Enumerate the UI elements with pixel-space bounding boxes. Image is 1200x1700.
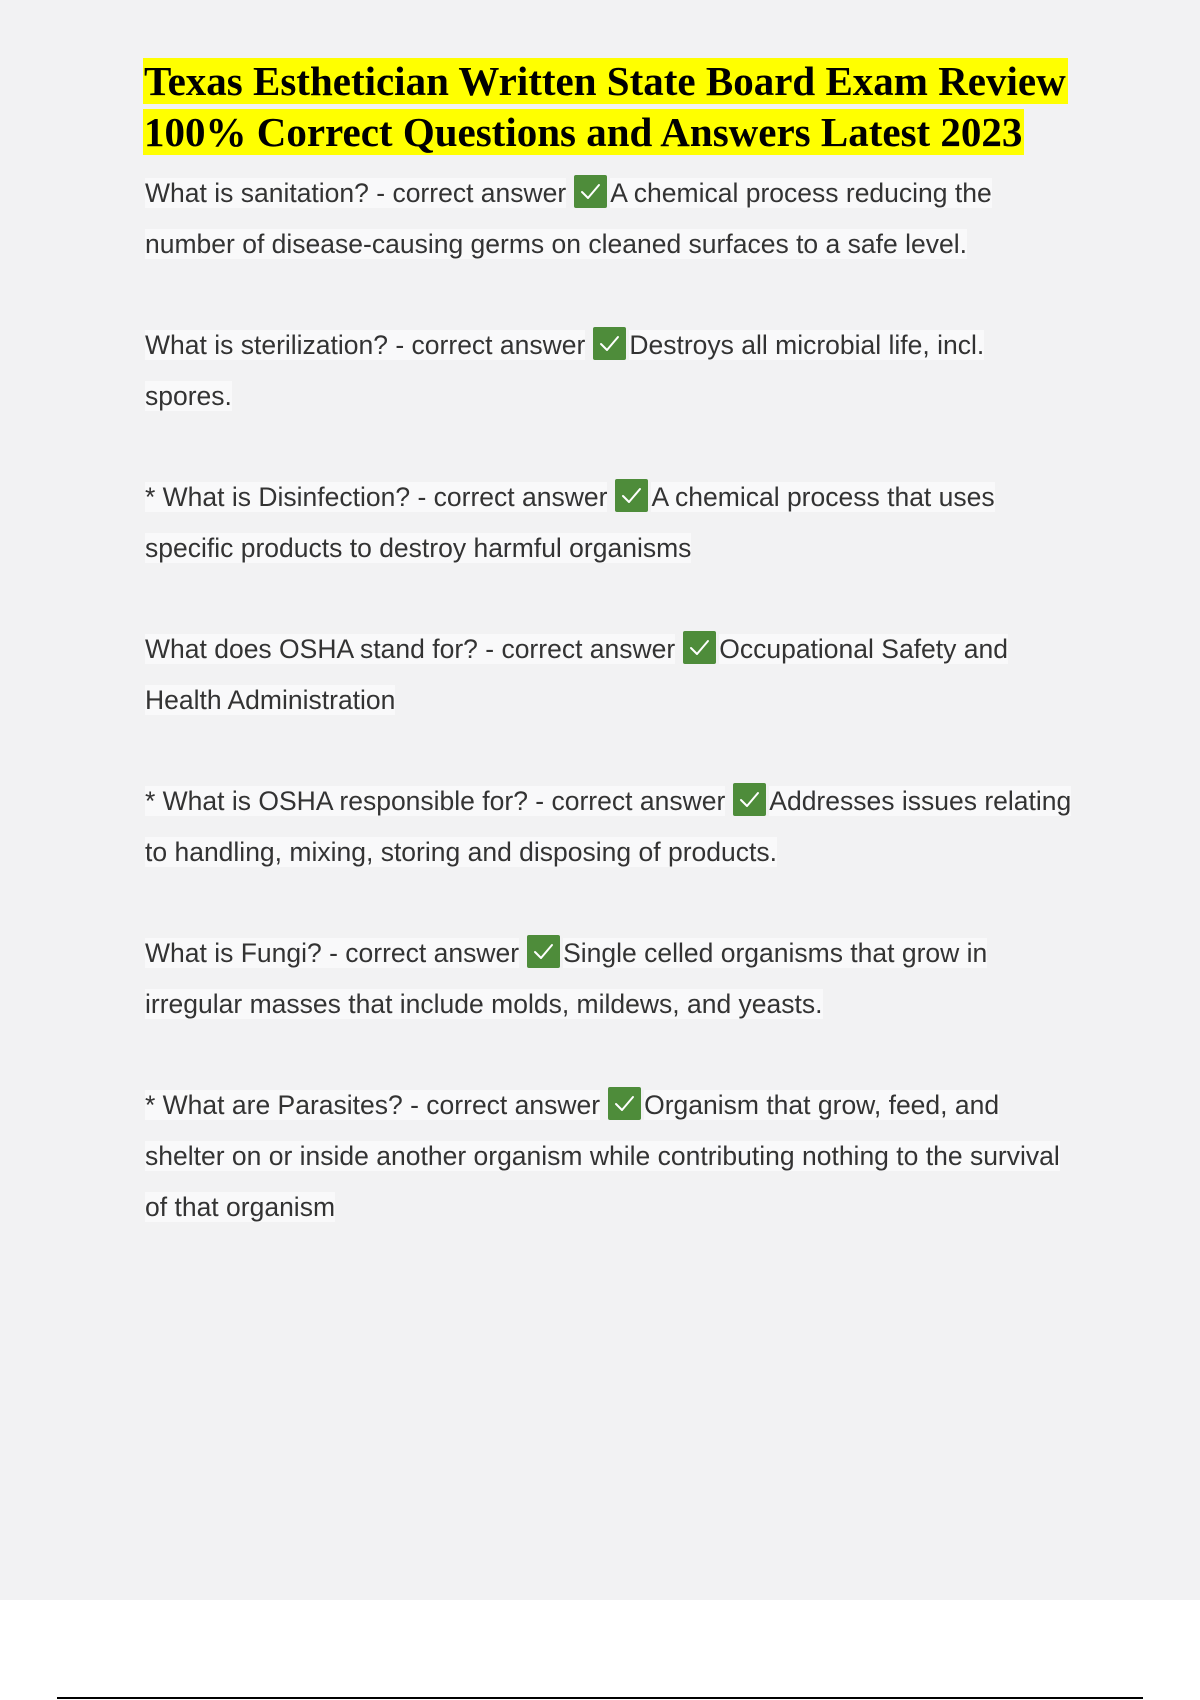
check-mark-icon (733, 783, 766, 816)
question-text: * What is OSHA responsible for? - correct answer (145, 786, 726, 816)
qa-item (145, 624, 1075, 726)
answer-text: Destroys all microbial life, incl. spores. (145, 330, 985, 411)
qa-list (145, 168, 1075, 1283)
check-mark-icon (608, 1087, 641, 1120)
page-title (143, 56, 1153, 158)
question-text: What is sanitation? - correct answer (145, 178, 567, 208)
question-text: * What is Disinfection? - correct answer (145, 482, 608, 512)
qa-item (145, 168, 1075, 270)
qa-item (145, 472, 1075, 574)
question-text: What is Fungi? - correct answer (145, 938, 520, 968)
footer-divider (57, 1697, 1143, 1699)
title-line-2: 100% Correct Questions and Answers Latest 2023 (144, 109, 1023, 155)
qa-item (145, 1080, 1075, 1233)
title-heading (143, 56, 1153, 158)
answer-text: A chemical process that uses specific products to destroy harmful organisms (145, 482, 995, 563)
check-mark-icon (615, 479, 648, 512)
answer-text: A chemical process reducing the number of disease-causing germs on cleaned surfaces to a safe level. (145, 178, 992, 259)
qa-item (145, 776, 1075, 878)
answer-text: Single celled organisms that grow in irregular masses that include molds, mildews, and yeasts. (145, 938, 988, 1019)
question-text: What is sterilization? - correct answer (145, 330, 586, 360)
title-line-1: Texas Esthetician Written State Board Exam Review (144, 58, 1066, 104)
answer-text: Occupational Safety and Health Administration (145, 634, 1008, 715)
check-mark-icon (593, 327, 626, 360)
check-mark-icon (574, 175, 607, 208)
qa-item (145, 320, 1075, 422)
check-mark-icon (527, 935, 560, 968)
answer-text: Addresses issues relating to handling, mixing, storing and disposing of products. (145, 786, 1072, 867)
qa-item (145, 928, 1075, 1030)
check-mark-icon (683, 631, 716, 664)
question-text: What does OSHA stand for? - correct answer (145, 634, 676, 664)
question-text: * What are Parasites? - correct answer (145, 1090, 601, 1120)
answer-text: Organism that grow, feed, and shelter on or inside another organism while contributing nothing to the survival of that organism (145, 1090, 1060, 1222)
